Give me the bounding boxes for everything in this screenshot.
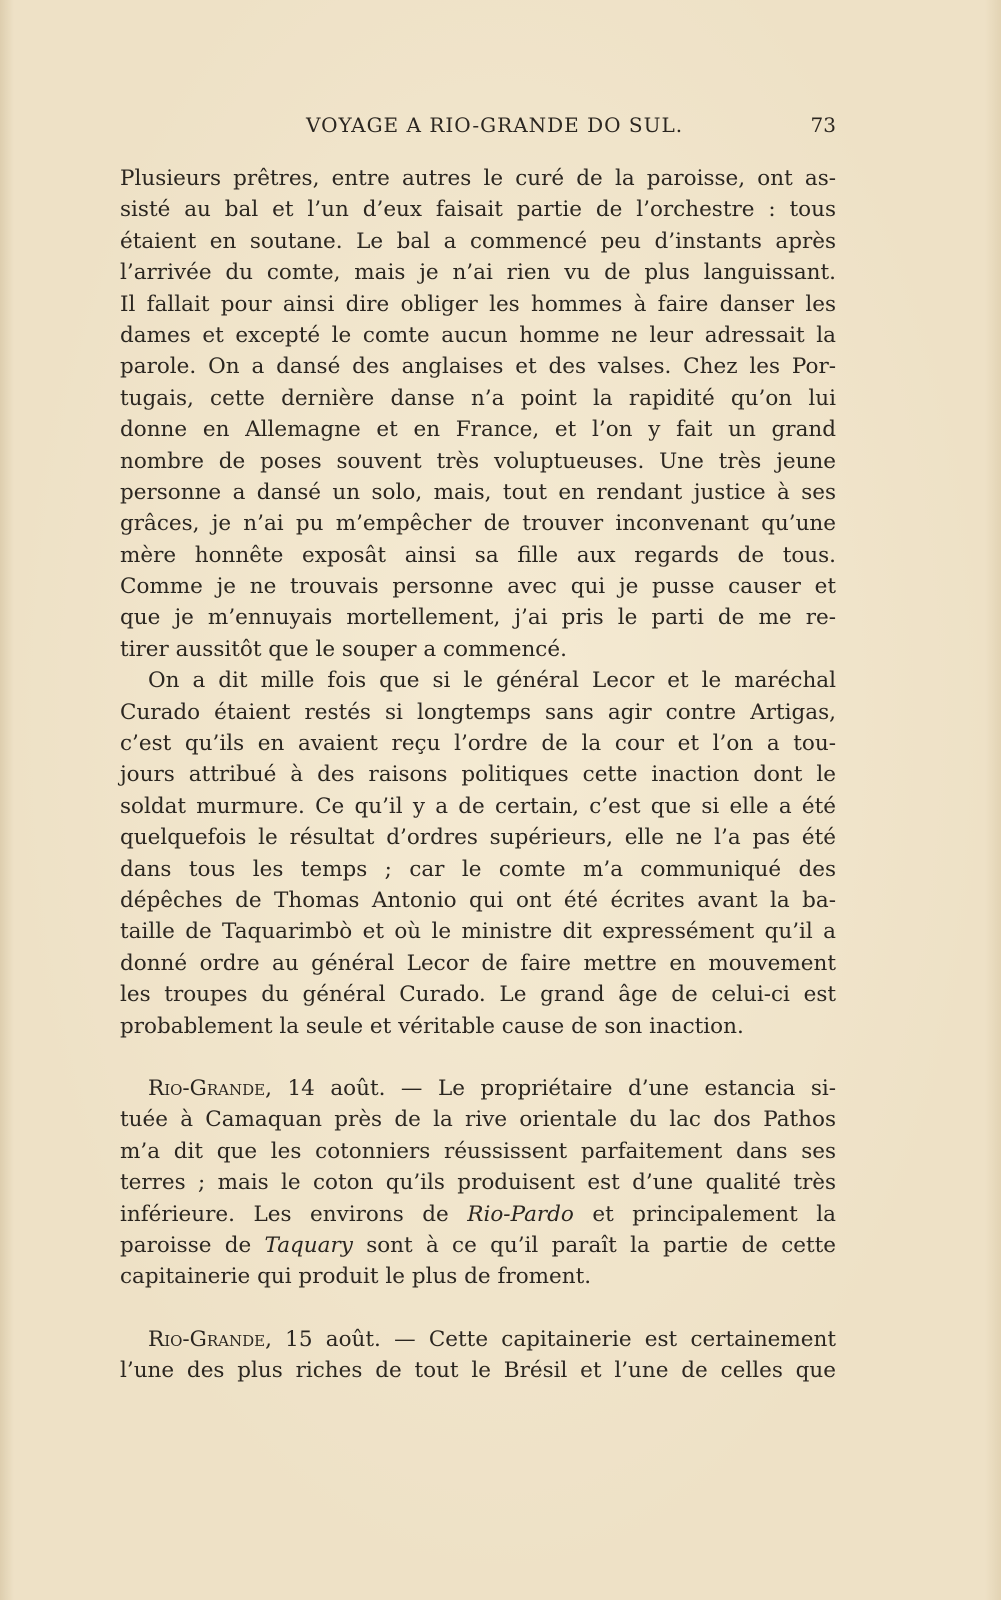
text-line: parole. On a dansé des anglaises et des valses. Chez les Por-	[120, 354, 836, 380]
text-line	[120, 1230, 836, 1261]
text-line: capitainerie qui produit le plus de froment.	[120, 1264, 592, 1290]
place-name-italic: Taquary	[264, 1232, 353, 1258]
text-line: donne en Allemagne et en France, et l’on y fait un grand	[120, 417, 836, 443]
place-name-italic: Rio-Pardo	[467, 1201, 574, 1227]
text-line: jours attribué à des raisons politiques cette inaction dont le	[120, 762, 836, 788]
text-line: que je m’ennuyais mortellement, j’ai pris le parti de me re-	[120, 605, 836, 631]
text-line: Il fallait pour ainsi dire obliger les hommes à faire danser les	[120, 291, 836, 317]
text-line: l’une des plus riches de tout le Brésil et l’une de celles que	[120, 1358, 836, 1384]
text-segment: et principalement la	[592, 1201, 836, 1227]
text-line: soldat murmure. Ce qu’il y a de certain, c’est que si elle a été	[120, 793, 836, 819]
text-line: m’a dit que les cotonniers réussissent parfaitement dans ses	[120, 1138, 836, 1164]
text-line: quelquefois le résultat d’ordres supérieurs, elle ne l’a pas été	[120, 825, 836, 851]
text-line: l’arrivée du comte, mais je n’ai rien vu de plus languissant.	[120, 260, 836, 286]
entry-text: Le propriétaire d’une estancia si-	[437, 1075, 836, 1101]
text-line: dames et excepté le comte aucun homme ne leur adressait la	[120, 322, 836, 348]
entry-date: 14 août. —	[287, 1075, 423, 1101]
text-line: Curado étaient restés si longtemps sans agir contre Artigas,	[120, 699, 836, 725]
entry-heading-line	[120, 1324, 836, 1355]
journal-entry-14-aout	[120, 1073, 836, 1293]
entry-place: Rio-Grande,	[148, 1326, 272, 1352]
text-line: les troupes du général Curado. Le grand âge de celui-ci est	[120, 982, 836, 1008]
entry-date: 15 août. —	[285, 1326, 416, 1352]
running-head: VOYAGE A RIO-GRANDE DO SUL.	[306, 113, 684, 137]
text-segment: paroisse de	[120, 1232, 252, 1258]
text-line: grâces, je n’ai pu m’empêcher de trouver inconvenant qu’une	[120, 511, 836, 537]
text-line: personne a dansé un solo, mais, tout en rendant justice à ses	[120, 479, 836, 505]
text-line	[120, 1199, 836, 1230]
text-line: Plusieurs prêtres, entre autres le curé de la paroisse, ont as-	[120, 166, 836, 191]
text-line: tuée à Camaquan près de la rive orientale du lac dos Pathos	[120, 1107, 836, 1133]
text-line: tirer aussitôt que le souper a commencé.	[120, 636, 567, 662]
paragraph-gap	[120, 1293, 836, 1324]
page-number: 73	[810, 113, 836, 137]
entry-text: Cette capitainerie est certainement	[428, 1326, 836, 1352]
text-line: dépêches de Thomas Antonio qui ont été écrites avant la ba-	[120, 887, 836, 913]
body-text	[120, 163, 836, 1386]
paragraph-gap	[120, 1042, 836, 1073]
text-line: terres ; mais le coton qu’ils produisent est d’une qualité très	[120, 1170, 836, 1196]
text-line: c’est qu’ils en avaient reçu l’ordre de la cour et l’on a tou-	[120, 731, 836, 757]
paragraph-lecor	[120, 665, 836, 1042]
entry-place: Rio-Grande,	[148, 1075, 272, 1101]
text-line: dans tous les temps ; car le comte m’a communiqué des	[120, 856, 836, 882]
text-line: On a dit mille fois que si le général Lecor et le maréchal	[148, 668, 836, 694]
text-line: mère honnête exposât ainsi sa fille aux regards de tous.	[120, 542, 836, 568]
page-header	[120, 113, 836, 143]
text-line: sisté au bal et l’un d’eux faisait partie de l’orchestre : tous	[120, 197, 836, 223]
text-segment: sont à ce qu’il paraît la partie de cette	[366, 1232, 836, 1258]
text-segment: inférieure. Les environs de	[120, 1201, 449, 1227]
text-line: tugais, cette dernière danse n’a point la rapidité qu’on lui	[120, 385, 836, 411]
text-line: nombre de poses souvent très voluptueuses. Une très jeune	[120, 448, 836, 474]
paragraph-ball	[120, 163, 836, 665]
text-line: étaient en soutane. Le bal a commencé peu d’instants après	[120, 228, 836, 254]
text-line: taille de Taquarimbò et où le ministre dit expressément qu’il a	[120, 919, 836, 945]
text-line: Comme je ne trouvais personne avec qui je pusse causer et	[120, 574, 836, 600]
text-line: donné ordre au général Lecor de faire mettre en mouvement	[120, 950, 836, 976]
entry-heading-line	[120, 1073, 836, 1104]
text-line: probablement la seule et véritable cause de son inaction.	[120, 1013, 744, 1039]
journal-entry-15-aout	[120, 1324, 836, 1387]
